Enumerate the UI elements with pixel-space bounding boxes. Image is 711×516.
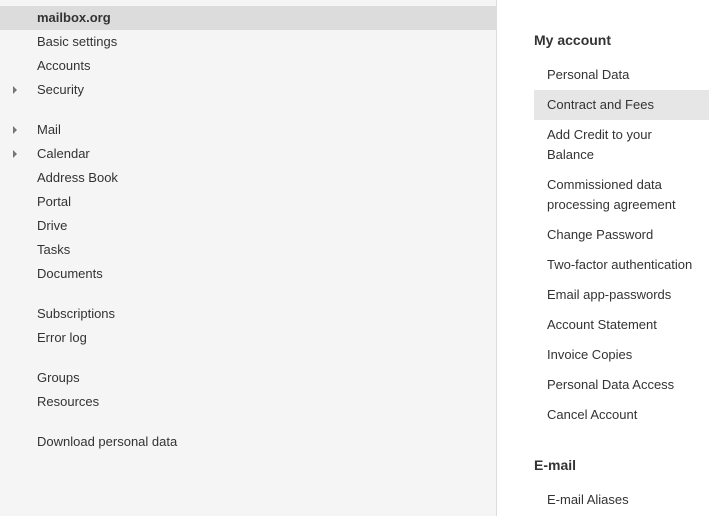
setting-link-cancel-account[interactable]: Cancel Account [547,407,638,422]
sidebar-item-groups[interactable] [0,366,496,390]
setting-link-commissioned-data-processing-agreement[interactable]: Commissioned data processing agreement [547,177,676,212]
setting-link-account-statement[interactable]: Account Statement [547,317,657,332]
sidebar-item-download-personal-data[interactable] [0,430,496,454]
sidebar-item-mailbox-org[interactable] [0,6,496,30]
sidebar-item-label: Security [37,82,84,97]
sidebar-item-label: Address Book [37,170,118,185]
expand-caret-icon[interactable] [13,150,17,158]
setting-link-two-factor-authentication[interactable]: Two-factor authentication [547,257,693,272]
sidebar-item-address-book[interactable] [0,166,496,190]
expand-caret-icon[interactable] [13,86,17,94]
sidebar-item-calendar[interactable] [0,142,496,166]
sidebar-item-mail[interactable] [0,118,496,142]
settings-content [497,0,711,516]
sidebar-group-separator [0,414,496,430]
sidebar-item-resources[interactable] [0,390,496,414]
sidebar-item-error-log[interactable] [0,326,496,350]
sidebar-item-label: Subscriptions [37,306,116,321]
sidebar-group-separator [0,350,496,366]
expand-caret-icon[interactable] [13,126,17,134]
setting-link-change-password[interactable]: Change Password [547,227,654,242]
sidebar-item-label: Download personal data [37,434,178,449]
my-account-list [534,60,709,430]
setting-link-personal-data[interactable]: Personal Data [547,67,630,82]
sidebar-item-label: Mail [37,122,61,137]
setting-link-invoice-copies[interactable]: Invoice Copies [547,347,633,362]
setting-link-email-app-passwords[interactable]: Email app-passwords [547,287,672,302]
sidebar-item-portal[interactable] [0,190,496,214]
email-settings-list [534,485,709,515]
sidebar-item-label: Groups [37,370,80,385]
sidebar-item-label: mailbox.org [37,10,111,25]
sidebar-item-label: Drive [37,218,68,233]
sidebar-item-drive[interactable] [0,214,496,238]
sidebar-item-label: Basic settings [37,34,118,49]
sidebar-item-label: Tasks [37,242,71,257]
setting-link-e-mail-aliases[interactable]: E-mail Aliases [547,492,629,507]
email-section-title: E-mail [534,457,577,473]
sidebar-item-label: Accounts [37,58,91,73]
sidebar-item-label: Documents [37,266,103,281]
sidebar-item-subscriptions[interactable] [0,302,496,326]
sidebar-item-tasks[interactable] [0,238,496,262]
sidebar-item-documents[interactable] [0,262,496,286]
sidebar-item-accounts[interactable] [0,54,496,78]
my-account-section-title: My account [534,32,612,48]
sidebar-group-separator [0,102,496,118]
sidebar-item-label: Portal [37,194,71,209]
setting-link-personal-data-access[interactable]: Personal Data Access [547,377,675,392]
setting-link-contract-and-fees[interactable]: Contract and Fees [534,90,709,120]
sidebar-item-label: Error log [37,330,87,345]
sidebar-item-label: Calendar [37,146,90,161]
sidebar-group-separator [0,286,496,302]
sidebar-item-security[interactable] [0,78,496,102]
setting-link-add-credit-to-your-balance[interactable]: Add Credit to your Balance [547,127,652,162]
sidebar-item-basic-settings[interactable] [0,30,496,54]
sidebar-item-label: Resources [37,394,100,409]
